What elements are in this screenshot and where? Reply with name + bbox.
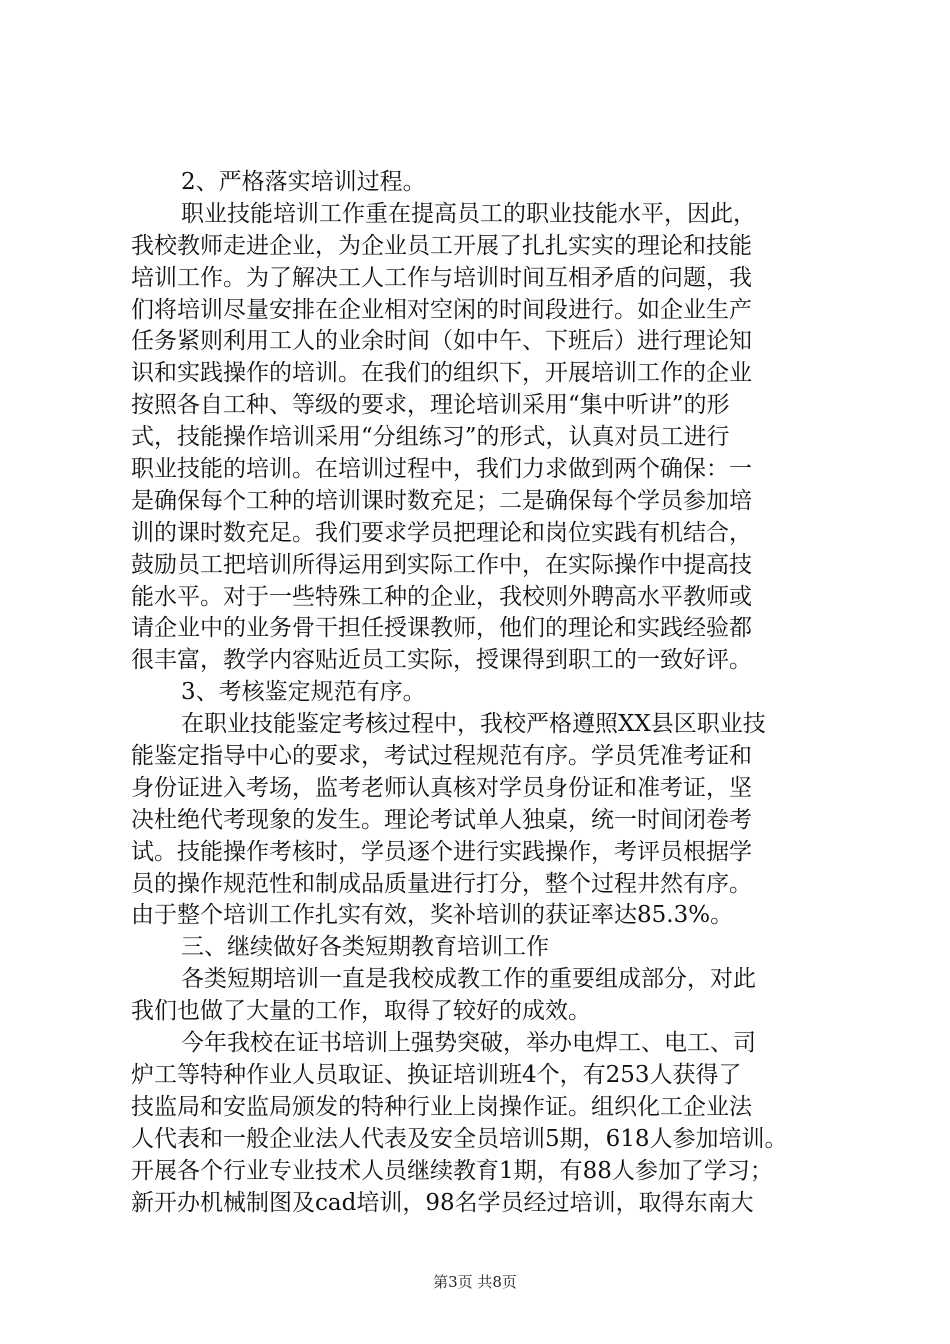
paragraph-line: 各类短期培训一直是我校成教工作的重要组成部分，对此	[181, 966, 756, 993]
paragraph-line: 今年我校在证书培训上强势突破，举办电焊工、电工、司	[181, 1030, 756, 1057]
paragraph-line: 培训工作。为了解决工人工作与培训时间互相矛盾的问题，我	[131, 264, 752, 291]
paragraph-line: 们将培训尽量安排在企业相对空闲的时间段进行。如企业生产	[131, 296, 752, 323]
section-heading: 三、继续做好各类短期教育培训工作	[181, 934, 549, 961]
paragraph-line: 由于整个培训工作扎实有效，奖补培训的获证率达85.3%。	[131, 902, 734, 929]
paragraph-line: 训的课时数充足。我们要求学员把理论和岗位实践有机结合，	[131, 519, 752, 546]
paragraph-line: 按照各自工种、等级的要求，理论培训采用“集中听讲”的形	[131, 392, 730, 419]
paragraph-line: 试。技能操作考核时，学员逐个进行实践操作，考评员根据学	[131, 838, 752, 865]
paragraph-line: 请企业中的业务骨干担任授课教师，他们的理论和实践经验都	[131, 615, 752, 642]
paragraph-line: 鼓励员工把培训所得运用到实际工作中，在实际操作中提高技	[131, 551, 752, 578]
paragraph-line: 炉工等特种作业人员取证、换证培训班4个，有253人获得了	[131, 1061, 742, 1088]
paragraph-line: 员的操作规范性和制成品质量进行打分，整个过程井然有序。	[131, 870, 752, 897]
paragraph-line: 人代表和一般企业法人代表及安全员培训5期，618人参加培训。	[131, 1125, 788, 1152]
paragraph-line: 识和实践操作的培训。在我们的组织下，开展培训工作的企业	[131, 360, 752, 387]
paragraph-line: 式，技能操作培训采用“分组练习”的形式，认真对员工进行	[131, 424, 730, 451]
page-number: 第3页 共8页	[433, 1273, 517, 1291]
paragraph-line: 新开办机械制图及cad培训，98名学员经过培训，取得东南大	[131, 1189, 754, 1216]
paragraph-line: 很丰富，教学内容贴近员工实际，授课得到职工的一致好评。	[131, 647, 752, 674]
heading-3: 3、考核鉴定规范有序。	[181, 679, 426, 706]
paragraph-line: 职业技能培训工作重在提高员工的职业技能水平，因此，	[181, 200, 756, 227]
paragraph-line: 能水平。对于一些特殊工种的企业，我校则外聘高水平教师或	[131, 583, 752, 610]
paragraph-line: 开展各个行业专业技术人员继续教育1期，有88人参加了学习；	[131, 1157, 773, 1184]
paragraph-line: 技监局和安监局颁发的特种行业上岗操作证。组织化工企业法	[131, 1093, 752, 1120]
paragraph-line: 是确保每个工种的培训课时数充足；二是确保每个学员参加培	[131, 487, 752, 514]
paragraph-line: 在职业技能鉴定考核过程中，我校严格遵照XX县区职业技	[181, 711, 766, 738]
paragraph-line: 职业技能的培训。在培训过程中，我们力求做到两个确保：一	[131, 456, 752, 483]
paragraph-line: 我校教师走进企业，为企业员工开展了扎扎实实的理论和技能	[131, 232, 752, 259]
paragraph-line: 身份证进入考场，监考老师认真核对学员身份证和准考证，坚	[131, 774, 752, 801]
document-body	[131, 167, 831, 1219]
heading-2: 2、严格落实培训过程。	[181, 169, 426, 195]
paragraph-line: 能鉴定指导中心的要求，考试过程规范有序。学员凭准考证和	[131, 743, 752, 770]
paragraph-line: 任务紧则利用工人的业余时间（如中午、下班后）进行理论知	[131, 328, 752, 355]
paragraph-line: 决杜绝代考现象的发生。理论考试单人独桌，统一时间闭卷考	[131, 806, 752, 833]
paragraph-line: 我们也做了大量的工作，取得了较好的成效。	[131, 998, 591, 1025]
